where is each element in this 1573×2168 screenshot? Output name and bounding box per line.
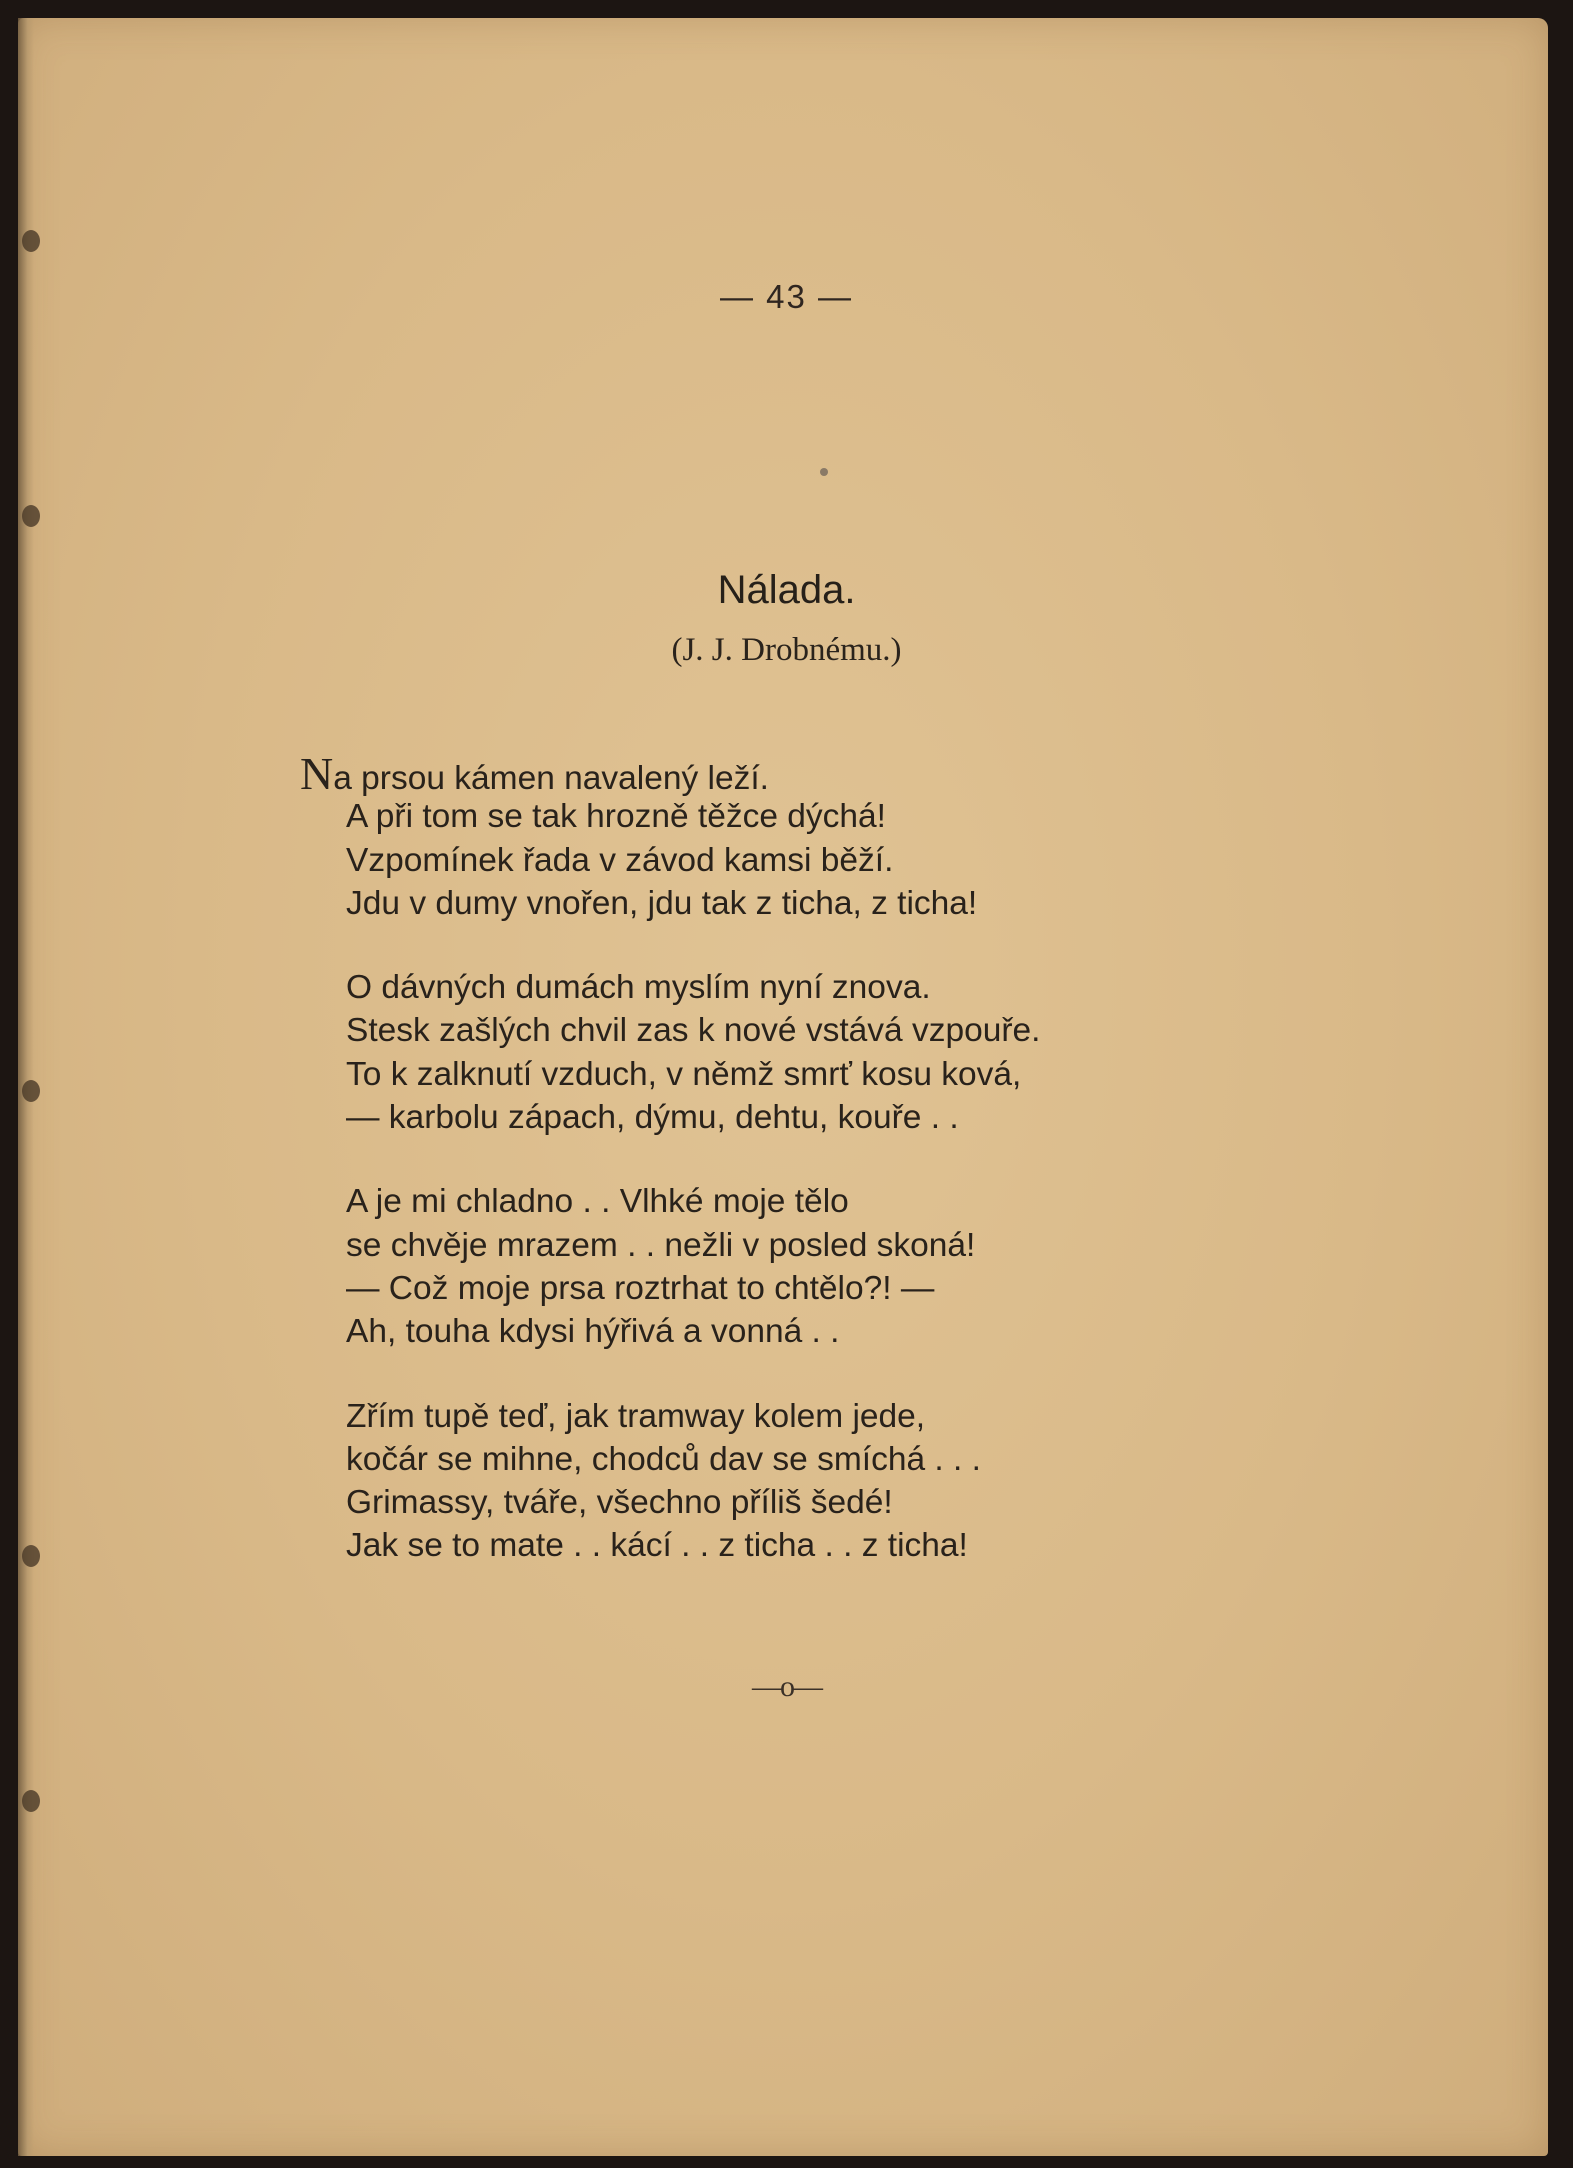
poem-line: Grimassy, tváře, všechno příliš šedé! [346,1484,893,1522]
poem-line: kočár se mihne, chodců dav se smíchá . . . [346,1440,981,1478]
page-number: — 43 — [719,278,854,315]
poem-line: Jak se to mate . . kácí . . z ticha . . z ticha! [346,1527,968,1565]
poem-line: se chvěje mrazem . . nežli v posled skoná! [346,1226,976,1264]
binding-thread-mark [22,230,40,252]
stanza [346,966,1406,1139]
poem-line: Ah, touha kdysi hýřivá a vonná . . [346,1313,840,1351]
poem-line: Jdu v dumy vnořen, jdu tak z ticha, z ticha! [346,884,978,922]
end-ornament: —o— [752,1670,821,1703]
poem-title: Nálada. [717,568,856,612]
poem-line: Zřím tupě teď, jak tramway kolem jede, [346,1397,926,1435]
poem-line: Stesk zašlých chvil zas k nové vstává vzpouře. [346,1012,1041,1050]
stanza [300,748,1406,925]
stanza [346,1180,1406,1353]
poem-line: — karbolu zápach, dýmu, dehtu, kouře . . [346,1099,959,1137]
poem-line: A při tom se tak hrozně těžce dýchá! [346,798,886,836]
paper-speck [820,468,828,476]
poem-line-text: a prsou kámen navalený leží. [333,760,769,797]
poem-body [300,748,1406,1609]
binding-thread-mark [22,1545,40,1567]
binding-thread-mark [22,1790,40,1812]
drop-cap: N [300,748,334,799]
poem-line: A je mi chladno . . Vlhké moje tělo [346,1183,849,1221]
poem-line: — Což moje prsa roztrhat to chtělo?! — [346,1269,935,1307]
stanza [346,1395,1406,1568]
binding-thread-mark [22,1080,40,1102]
poem-line: To k zalknutí vzduch, v němž smrť kosu ková, [346,1055,1022,1093]
poem-dedication: (J. J. Drobnému.) [671,632,902,668]
poem-line: O dávných dumách myslím nyní znova. [346,969,931,1007]
poem-line [300,748,1406,799]
binding-thread-mark [22,505,40,527]
poem-line: Vzpomínek řada v závod kamsi běží. [346,841,894,879]
